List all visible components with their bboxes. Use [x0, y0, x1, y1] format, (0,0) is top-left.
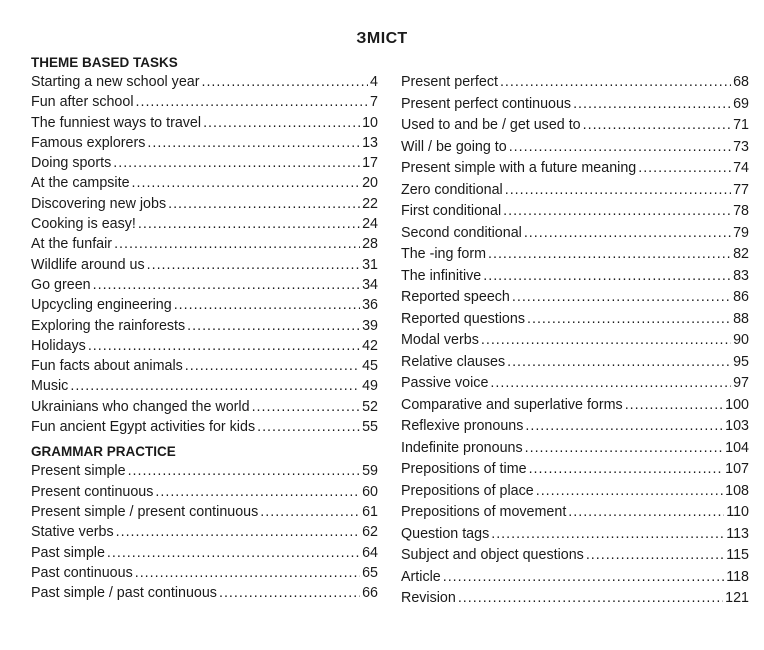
toc-entry: [401, 94, 749, 116]
toc-entry-label: Past simple: [31, 544, 105, 561]
toc-entry: [31, 376, 378, 396]
dot-leader: [500, 72, 731, 94]
dot-leader: [488, 244, 731, 266]
toc-entry-page-number: 97: [733, 375, 749, 391]
toc-entry: [31, 295, 378, 315]
dot-leader: [509, 137, 731, 159]
toc-entry: [401, 180, 749, 202]
dot-leader: [638, 158, 731, 180]
toc-entry: [401, 524, 749, 546]
toc-entry: [31, 461, 378, 481]
toc-entry-page-number: 103: [725, 418, 749, 434]
toc-entry-label: Discovering new jobs: [31, 195, 167, 212]
toc-column-left: [31, 54, 378, 603]
toc-entry-label: Will / be going to: [401, 138, 507, 155]
toc-entry-label: Ukrainians who changed the world: [31, 398, 250, 415]
dot-leader: [147, 133, 360, 153]
toc-entry: [401, 137, 749, 159]
toc-entry: [401, 481, 749, 503]
toc-entry: [401, 223, 749, 245]
toc-entry-page-number: 79: [733, 224, 749, 241]
toc-entry-label: Comparative and superlative forms: [401, 396, 623, 413]
toc-entry-label: First conditional: [401, 203, 502, 219]
dot-leader: [257, 417, 360, 437]
toc-entry-label: Past simple / past continuous: [31, 585, 217, 602]
toc-entry-page-number: 24: [362, 216, 378, 233]
toc-entry-page-number: 78: [733, 203, 749, 219]
toc-entry-label: Wildlife around us: [31, 256, 145, 273]
toc-entry-page-number: 66: [362, 585, 378, 602]
dot-leader: [536, 481, 723, 503]
grammar-list-left: [31, 461, 378, 603]
toc-entry-label: Passive voice: [401, 375, 489, 391]
toc-entry: [31, 275, 378, 295]
toc-entry: [31, 583, 378, 603]
toc-entry-page-number: 73: [733, 138, 749, 155]
toc-entry-label: Second conditional: [401, 224, 522, 241]
dot-leader: [490, 373, 731, 395]
dot-leader: [138, 214, 360, 234]
toc-entry-page-number: 52: [362, 398, 378, 415]
dot-leader: [113, 153, 360, 173]
toc-entry-page-number: 86: [733, 289, 749, 305]
toc-entry-page-number: 45: [362, 358, 378, 375]
toc-entry-page-number: 113: [726, 525, 749, 542]
toc-entry-page-number: 60: [362, 483, 378, 500]
toc-entry: [401, 266, 749, 288]
toc-entry-label: Go green: [31, 276, 91, 293]
toc-entry-label: Prepositions of place: [401, 482, 534, 499]
toc-entry: [31, 336, 378, 356]
toc-column-right: [401, 72, 749, 610]
toc-entry-label: Present perfect continuous: [401, 95, 572, 112]
toc-entry: [31, 255, 378, 275]
dot-leader: [586, 545, 724, 567]
toc-entry-page-number: 71: [733, 117, 749, 133]
toc-entry: [31, 194, 378, 214]
dot-leader: [147, 255, 360, 275]
toc-entry-label: Present simple with a future meaning: [401, 160, 637, 176]
toc-entry: [31, 543, 378, 563]
toc-entry-page-number: 42: [362, 337, 378, 354]
toc-entry: [31, 482, 378, 502]
toc-entry-page-number: 31: [362, 256, 378, 273]
dot-leader: [107, 543, 360, 563]
toc-entry: [31, 502, 378, 522]
toc-entry: [401, 330, 749, 352]
dot-leader: [525, 416, 723, 438]
toc-entry-page-number: 69: [733, 95, 749, 112]
toc-entry-label: Reported questions: [401, 310, 525, 327]
dot-leader: [529, 459, 724, 481]
toc-entry: [401, 309, 749, 331]
toc-entry-label: Reflexive pronouns: [401, 418, 524, 434]
toc-entry: [31, 316, 378, 336]
section-heading-theme: THEME BASED TASKS: [31, 55, 178, 70]
toc-entry-page-number: 110: [726, 504, 749, 520]
toc-entry-page-number: 95: [733, 353, 749, 370]
toc-entry-page-number: 118: [726, 568, 749, 585]
toc-entry-label: Upcycling engineering: [31, 297, 172, 314]
toc-entry-page-number: 65: [362, 564, 378, 581]
toc-entry: [401, 395, 749, 417]
toc-entry-label: The -ing form: [401, 246, 487, 262]
theme-task-list: [31, 72, 378, 437]
toc-entry: [401, 352, 749, 374]
toc-entry: [401, 72, 749, 94]
dot-leader: [135, 563, 360, 583]
toc-entry: [31, 417, 378, 437]
toc-entry: [401, 588, 749, 610]
dot-leader: [203, 113, 360, 133]
toc-entry-label: Starting a new school year: [31, 74, 200, 90]
toc-entry-page-number: 4: [370, 74, 378, 90]
toc-entry: [401, 287, 749, 309]
toc-entry: [31, 72, 378, 92]
toc-entry: [401, 502, 749, 524]
dot-leader: [260, 502, 360, 522]
toc-entry-page-number: 90: [733, 332, 749, 348]
dot-leader: [573, 94, 731, 116]
toc-entry-label: Exploring the rainforests: [31, 317, 186, 334]
dot-leader: [168, 194, 360, 214]
toc-entry-label: At the funfair: [31, 236, 113, 253]
toc-entry-page-number: 7: [370, 94, 378, 111]
toc-entry: [401, 416, 749, 438]
toc-entry-page-number: 108: [725, 482, 749, 499]
toc-entry-label: The infinitive: [401, 267, 482, 284]
toc-entry: [401, 373, 749, 395]
toc-entry-label: Subject and object questions: [401, 547, 584, 563]
toc-entry-page-number: 10: [362, 114, 378, 131]
toc-entry-label: Cooking is easy!: [31, 216, 136, 233]
toc-entry-label: Question tags: [401, 525, 490, 542]
toc-entry: [31, 563, 378, 583]
toc-entry: [401, 438, 749, 460]
toc-entry-page-number: 13: [362, 134, 378, 151]
toc-entry-page-number: 100: [725, 396, 749, 413]
toc-entry: [31, 133, 378, 153]
dot-leader: [88, 336, 360, 356]
dot-leader: [132, 173, 361, 193]
toc-entry: [31, 153, 378, 173]
toc-entry-label: Holidays: [31, 337, 86, 354]
dot-leader: [625, 395, 723, 417]
toc-entry-page-number: 59: [362, 463, 378, 480]
toc-entry-label: Present continuous: [31, 483, 154, 500]
dot-leader: [443, 567, 724, 589]
dot-leader: [483, 266, 731, 288]
toc-entry: [31, 92, 378, 112]
toc-entry-label: Present simple: [31, 463, 126, 480]
toc-entry-label: The funniest ways to travel: [31, 114, 202, 131]
toc-entry-label: Indefinite pronouns: [401, 439, 523, 456]
toc-entry-page-number: 55: [362, 419, 378, 436]
dot-leader: [458, 588, 723, 610]
dot-leader: [174, 295, 360, 315]
toc-entry-page-number: 121: [725, 590, 749, 606]
dot-leader: [252, 397, 361, 417]
toc-entry-page-number: 34: [362, 276, 378, 293]
toc-entry-label: Fun ancient Egypt activities for kids: [31, 419, 256, 436]
toc-entry-label: Famous explorers: [31, 134, 146, 151]
toc-entry-page-number: 17: [362, 155, 378, 172]
toc-entry: [401, 244, 749, 266]
toc-entry-page-number: 104: [725, 439, 749, 456]
toc-entry-label: Relative clauses: [401, 353, 506, 370]
toc-entry-label: Revision: [401, 590, 456, 606]
toc-entry-page-number: 49: [362, 378, 378, 395]
toc-entry: [31, 234, 378, 254]
toc-entry: [31, 356, 378, 376]
toc-entry-label: Reported speech: [401, 289, 510, 305]
toc-entry: [31, 173, 378, 193]
toc-entry: [401, 158, 749, 180]
toc-entry-page-number: 107: [725, 461, 749, 477]
dot-leader: [70, 376, 360, 396]
toc-entry-page-number: 88: [733, 310, 749, 327]
dot-leader: [527, 309, 731, 331]
toc-entry-label: Prepositions of time: [401, 461, 527, 477]
dot-leader: [128, 461, 361, 481]
toc-entry-page-number: 28: [362, 236, 378, 253]
dot-leader: [136, 92, 369, 112]
toc-entry-page-number: 36: [362, 297, 378, 314]
toc-entry-label: Present simple / present continuous: [31, 503, 259, 520]
toc-entry-label: Stative verbs: [31, 524, 114, 541]
toc-entry: [31, 522, 378, 542]
toc-entry-page-number: 115: [726, 547, 749, 563]
grammar-list-right: [401, 72, 749, 610]
toc-entry-page-number: 20: [362, 175, 378, 192]
toc-entry-page-number: 82: [733, 246, 749, 262]
toc-entry: [401, 201, 749, 223]
toc-entry: [401, 115, 749, 137]
toc-entry-label: Zero conditional: [401, 181, 503, 198]
toc-entry: [401, 459, 749, 481]
toc-entry-label: Doing sports: [31, 155, 112, 172]
toc-entry-page-number: 62: [362, 524, 378, 541]
dot-leader: [491, 524, 724, 546]
toc-entry-page-number: 74: [733, 160, 749, 176]
toc-entry: [31, 214, 378, 234]
toc-entry-page-number: 77: [733, 181, 749, 198]
toc-entry-label: Fun facts about animals: [31, 358, 183, 375]
dot-leader: [187, 316, 360, 336]
dot-leader: [185, 356, 360, 376]
toc-entry-label: Music: [31, 378, 69, 395]
toc-entry-label: Fun after school: [31, 94, 134, 111]
dot-leader: [219, 583, 360, 603]
toc-entry: [31, 397, 378, 417]
toc-entry: [31, 113, 378, 133]
toc-entry: [401, 567, 749, 589]
toc-entry-label: Prepositions of movement: [401, 504, 567, 520]
dot-leader: [568, 502, 724, 524]
toc-entry-page-number: 68: [733, 74, 749, 90]
dot-leader: [505, 180, 731, 202]
page-title: ЗМІСТ: [356, 30, 408, 47]
dot-leader: [201, 72, 368, 92]
toc-entry-label: Modal verbs: [401, 332, 479, 348]
dot-leader: [481, 330, 731, 352]
dot-leader: [524, 223, 731, 245]
toc-entry-label: Past continuous: [31, 564, 133, 581]
dot-leader: [512, 287, 731, 309]
toc-entry-page-number: 39: [362, 317, 378, 334]
toc-entry-label: At the campsite: [31, 175, 130, 192]
toc-entry-label: Used to and be / get used to: [401, 117, 581, 133]
section-heading-grammar: GRAMMAR PRACTICE: [31, 444, 176, 460]
dot-leader: [583, 115, 731, 137]
toc-entry-page-number: 64: [362, 544, 378, 561]
dot-leader: [114, 234, 360, 254]
toc-entry-page-number: 83: [733, 267, 749, 284]
dot-leader: [525, 438, 724, 460]
dot-leader: [116, 522, 360, 542]
dot-leader: [503, 201, 731, 223]
dot-leader: [93, 275, 360, 295]
toc-entry-label: Present perfect: [401, 74, 498, 90]
toc-entry-page-number: 22: [362, 195, 378, 212]
toc-entry: [401, 545, 749, 567]
toc-entry-label: Article: [401, 568, 441, 585]
dot-leader: [155, 482, 360, 502]
toc-entry-page-number: 61: [362, 503, 378, 520]
dot-leader: [507, 352, 731, 374]
